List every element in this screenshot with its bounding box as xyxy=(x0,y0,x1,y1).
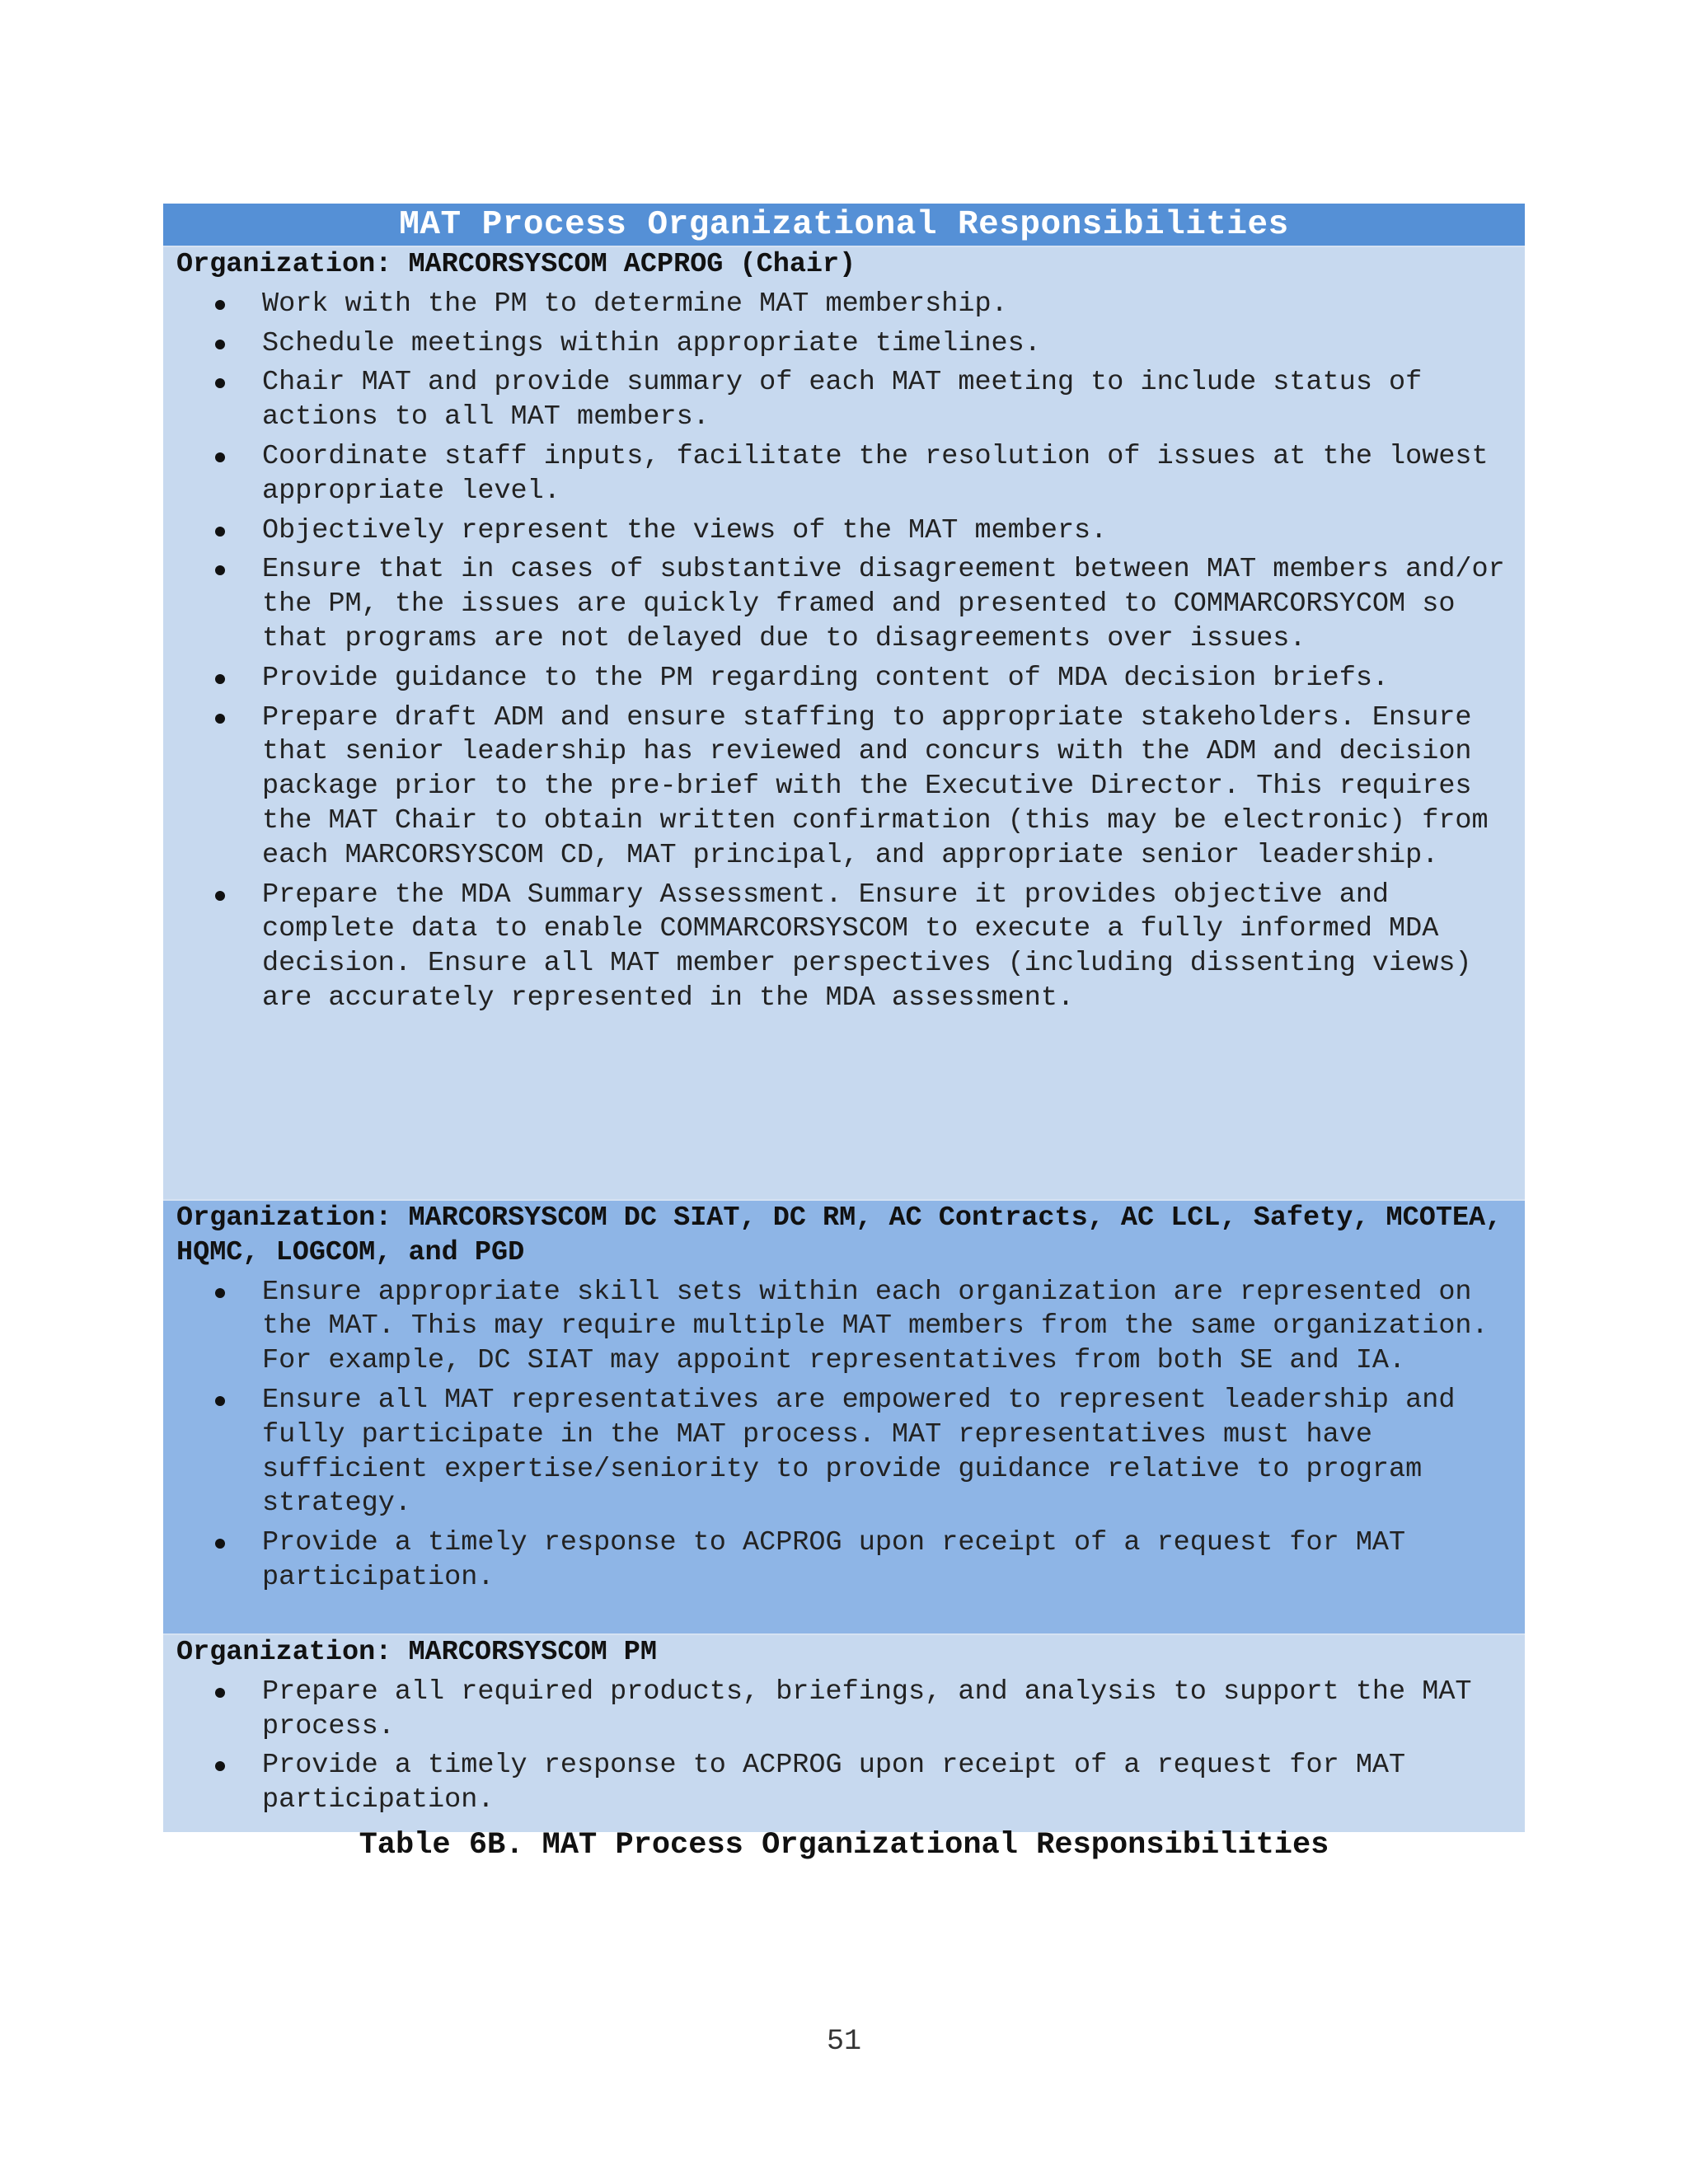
list-item: Prepare draft ADM and ensure staffing to appropriate stakeholders. Ensure that senior leadership has reviewed and concurs with the ADM and decision package prior to the pre-brief with the Executive Director. This requires the MAT Chair to obtain written confirmation (this may be electronic) from each MARCORSYSCOM CD, MAT principal, and appropriate senior leadership. xyxy=(262,701,1512,874)
section-organization: Organization: MARCORSYSCOM DC SIAT, DC RM, AC Contracts, AC LCL, Safety, MCOTEA, HQMC, LOGCOM, and PGD xyxy=(176,1202,1503,1268)
bullet-icon xyxy=(215,714,225,724)
list-item: Provide a timely response to ACPROG upon receipt of a request for MAT participation. xyxy=(262,1526,1512,1596)
bullet-icon xyxy=(215,340,225,349)
section-organization: Organization: MARCORSYSCOM ACPROG (Chair) xyxy=(176,249,856,280)
bullet-icon xyxy=(215,1539,225,1549)
section-supporting-orgs xyxy=(163,1201,1525,1635)
section-pm xyxy=(163,1635,1525,1832)
responsibility-list xyxy=(176,1276,1512,1596)
bullet-icon xyxy=(215,1288,225,1298)
list-item: Provide guidance to the PM regarding content of MDA decision briefs. xyxy=(262,662,1512,696)
bullet-icon xyxy=(215,674,225,684)
page-number: 51 xyxy=(826,2025,861,2058)
list-item: Coordinate staff inputs, facilitate the resolution of issues at the lowest appropriate level. xyxy=(262,440,1512,509)
table-title: MAT Process Organizational Responsibilities xyxy=(163,204,1525,247)
bullet-icon xyxy=(215,1761,225,1771)
list-item: Prepare all required products, briefings, and analysis to support the MAT process. xyxy=(262,1675,1512,1745)
list-item: Ensure that in cases of substantive disagreement between MAT members and/or the PM, the issues are quickly framed and presented to COMMARCORSYCOM so that programs are not delayed due to disagreements over issues. xyxy=(262,553,1512,656)
responsibility-list xyxy=(176,288,1512,1016)
list-item: Schedule meetings within appropriate timelines. xyxy=(262,327,1512,362)
list-item: Chair MAT and provide summary of each MAT meeting to include status of actions to all MAT members. xyxy=(262,366,1512,435)
list-item: Ensure all MAT representatives are empowered to represent leadership and fully participate in the MAT process. MAT representatives must have sufficient expertise/seniority to provide guidance relative to program strategy. xyxy=(262,1384,1512,1521)
bullet-icon xyxy=(215,1688,225,1698)
responsibility-list xyxy=(176,1675,1512,1818)
bullet-icon xyxy=(215,300,225,310)
table-caption: Table 6B. MAT Process Organizational Responsibilities xyxy=(359,1828,1329,1863)
bullet-icon xyxy=(215,452,225,462)
list-item: Prepare the MDA Summary Assessment. Ensure it provides objective and complete data to enable COMMARCORSYSCOM to execute a fully informed MDA decision. Ensure all MAT member perspectives (including dissenting views) are accurately represented in the MDA assessment. xyxy=(262,879,1512,1016)
bullet-icon xyxy=(215,527,225,537)
list-item: Ensure appropriate skill sets within each organization are represented on the MAT. This may require multiple MAT members from the same organization. For example, DC SIAT may appoint representatives from both SE and IA. xyxy=(262,1276,1512,1379)
responsibilities-table xyxy=(163,204,1525,1832)
bullet-icon xyxy=(215,891,225,901)
bullet-icon xyxy=(215,565,225,575)
bullet-icon xyxy=(215,378,225,388)
section-organization: Organization: MARCORSYSCOM PM xyxy=(176,1637,657,1668)
list-item: Provide a timely response to ACPROG upon receipt of a request for MAT participation. xyxy=(262,1749,1512,1818)
section-acprog xyxy=(163,247,1525,1201)
bullet-icon xyxy=(215,1396,225,1406)
list-item: Objectively represent the views of the MAT members. xyxy=(262,514,1512,549)
list-item: Work with the PM to determine MAT membership. xyxy=(262,288,1512,322)
